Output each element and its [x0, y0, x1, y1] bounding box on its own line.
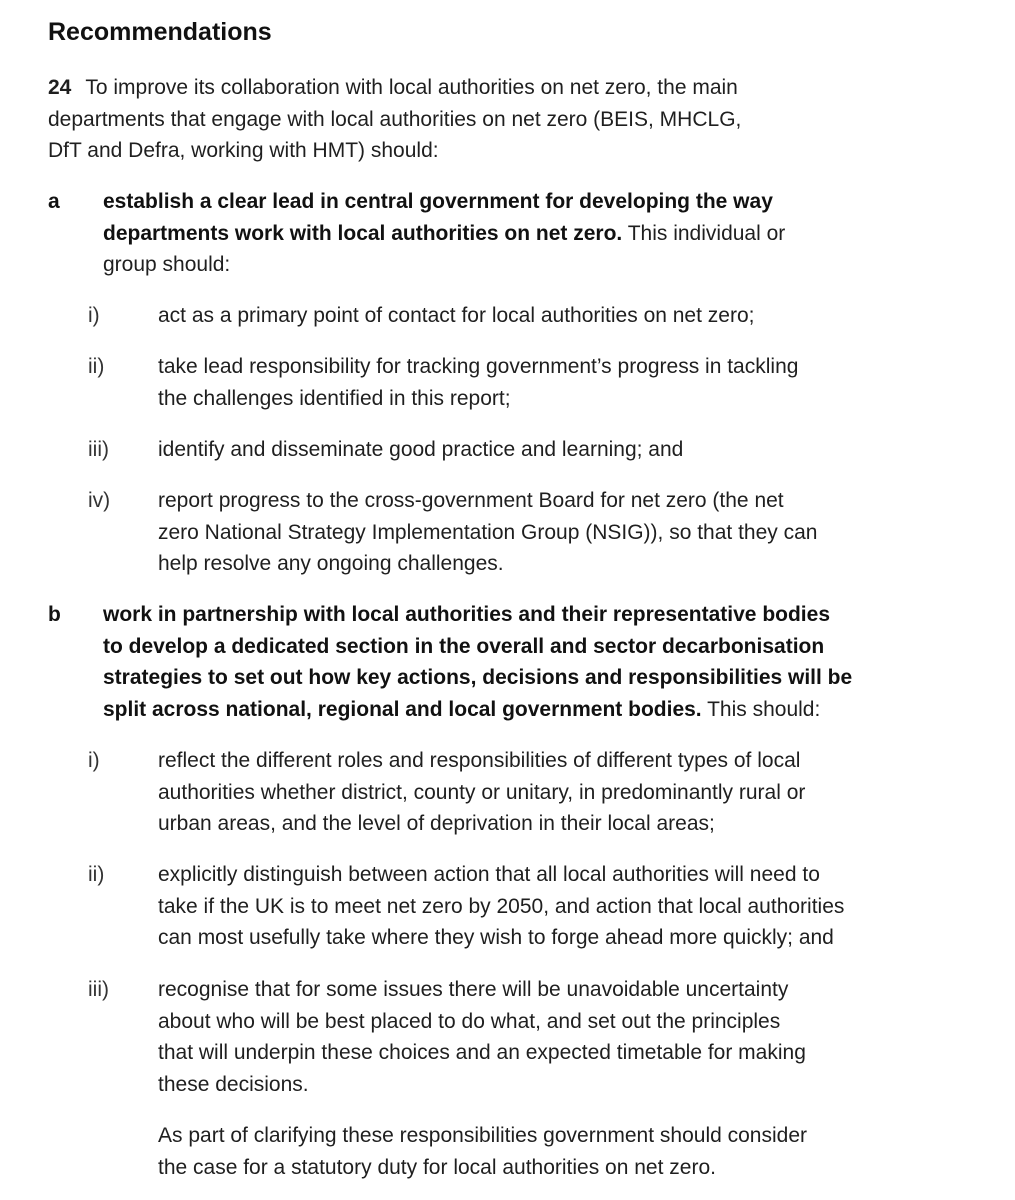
list-item-line: zero National Strategy Implementation Group (NSIG)), so that they can — [158, 520, 818, 544]
closing-paragraph — [158, 1120, 807, 1183]
list-item-line: recognise that for some issues there will be unavoidable uncertainty — [158, 978, 789, 1001]
list-marker: ii) — [88, 863, 105, 886]
recommendation-line: establish a clear lead in central government for developing the way — [103, 190, 773, 213]
recommendation-letter: b — [48, 603, 61, 626]
list-marker: i) — [88, 749, 100, 772]
paragraph-line: departments that engage with local authorities on net zero (BEIS, MHCLG, — [48, 107, 742, 131]
list-item-line: take if the UK is to meet net zero by 2050, and action that local authorities — [158, 894, 845, 918]
list-item-line: these decisions. — [158, 1072, 309, 1096]
paragraph-line: DfT and Defra, working with HMT) should: — [48, 139, 439, 162]
recommendation-line: departments work with local authorities on net zero. — [103, 221, 623, 245]
list-item-line: urban areas, and the level of deprivation in their local areas; — [158, 812, 715, 835]
list-item-line: about who will be best placed to do what, and set out the principles — [158, 1009, 781, 1033]
list-marker: ii) — [88, 355, 105, 378]
list-marker: i) — [88, 304, 100, 327]
list-item-line: that will underpin these choices and an expected timetable for making — [158, 1041, 806, 1064]
paragraph-line: To improve its collaboration with local authorities on net zero, the main — [85, 76, 738, 99]
recommendation-line: to develop a dedicated section in the overall and sector decarbonisation — [103, 634, 825, 658]
recommendation-letter: a — [48, 190, 60, 213]
recommendation-line: This should: — [701, 697, 821, 721]
list-item-line: reflect the different roles and responsibilities of different types of local — [158, 749, 801, 772]
list-item-line: take lead responsibility for tracking government’s progress in tackling — [158, 355, 799, 378]
paragraph-number: 24 — [48, 76, 72, 99]
list-marker: iii) — [88, 438, 109, 461]
recommendation-line: split across national, regional and local government bodies. — [103, 697, 702, 721]
recommendation-line: group should: — [103, 253, 231, 276]
list-item-line: help resolve any ongoing challenges. — [158, 552, 504, 575]
list-item-line: explicitly distinguish between action that all local authorities will need to — [158, 863, 820, 886]
list-item-line: the challenges identified in this report; — [158, 386, 511, 410]
recommendation-line: strategies to set out how key actions, decisions and responsibilities will be — [103, 666, 853, 689]
list-item-line: can most usefully take where they wish to forge ahead more quickly; and — [158, 926, 834, 949]
list-item-line: act as a primary point of contact for local authorities on net zero; — [158, 304, 755, 327]
list-marker: iv) — [88, 489, 111, 512]
list-item-line: identify and disseminate good practice and learning; and — [158, 438, 684, 461]
closing-line: the case for a statutory duty for local authorities on net zero. — [158, 1155, 716, 1179]
paragraph-24 — [48, 72, 741, 167]
list-item-line: authorities whether district, county or unitary, in predominantly rural or — [158, 780, 806, 804]
section-heading: Recommendations — [48, 18, 272, 46]
recommendation-line: This individual or — [622, 221, 786, 245]
closing-line: As part of clarifying these responsibilities government should consider — [158, 1124, 808, 1147]
list-item-line: report progress to the cross-government Board for net zero (the net — [158, 489, 784, 512]
list-marker: iii) — [88, 978, 109, 1001]
recommendation-line: work in partnership with local authorities and their representative bodies — [103, 603, 830, 626]
